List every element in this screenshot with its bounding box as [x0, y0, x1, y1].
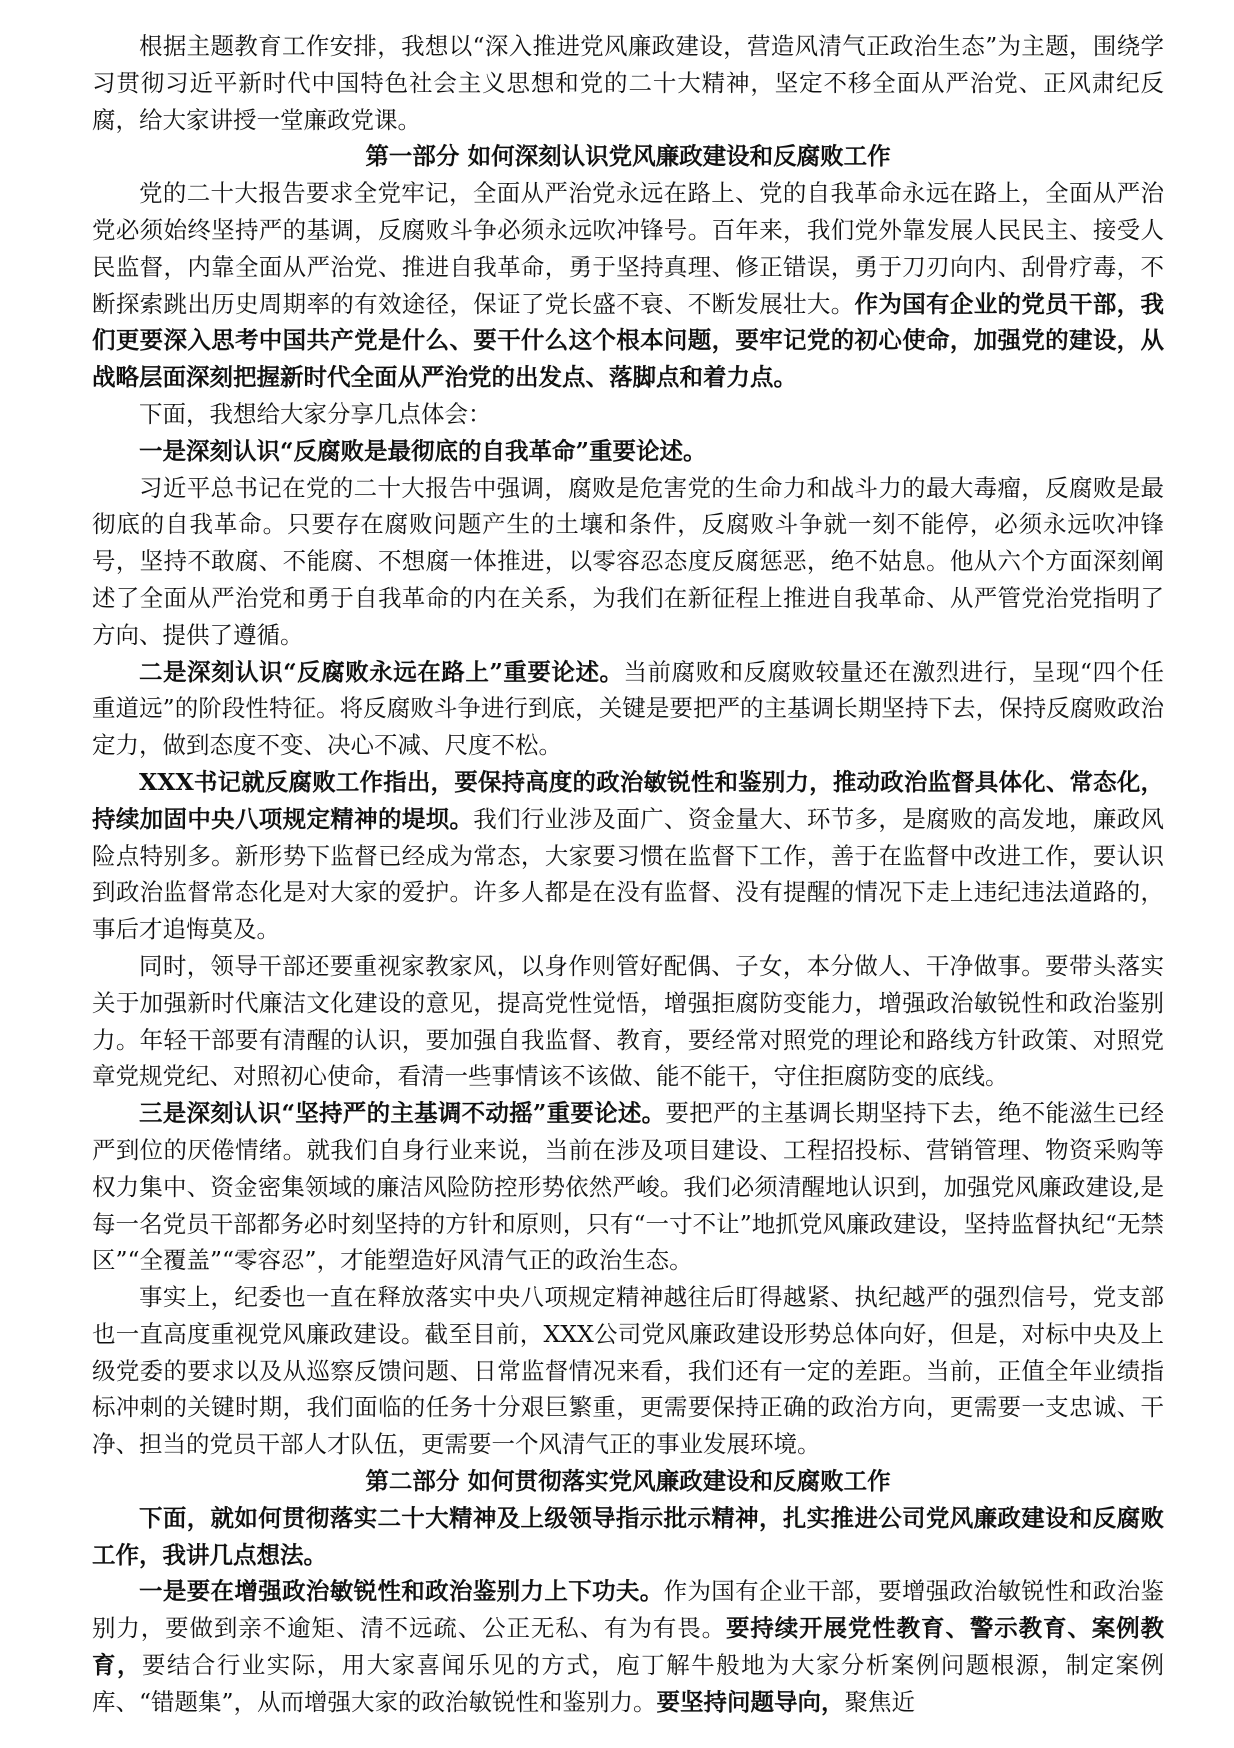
- part1-point3-body: 要把严的主基调长期坚持下去，绝不能滋生已经严到位的厌倦情绪。就我们自身行业来说，当前在涉及项目建设、工程招投标、营销管理、物资采购等权力集中、资金密集领域的廉洁风险防控形势依然严峻。我们必须清醒地认识到，加强党风廉政建设,是每一名党员干部都务必时刻坚持的方针和原则，只有“一寸不让”地抓党风廉政建设，坚持监督执纪“无禁区”“全覆盖”“零容忍”，才能塑造好风清气正的政治生态。: [92, 1099, 1165, 1275]
- part1-fact-paragraph: 事实上，纪委也一直在释放落实中央八项规定精神越往后盯得越紧、执纪越严的强烈信号，党支部也一直高度重视党风廉政建设。截至目前，XXX公司党风廉政建设形势总体向好，但是，对标中央及上级党委的要求以及从巡察反馈问题、日常监督情况来看，我们还有一定的差距。当前，正值全年业绩指标冲刺的关键时期，我们面临的任务十分艰巨繁重，更需要保持正确的政治方向，更需要一支忠诚、干净、担当的党员干部人才队伍，更需要一个风清气正的事业发展环境。: [92, 1283, 1164, 1459]
- part2-point1-text-a: 作为国有企业干部，要增强政治敏锐性和政治鉴别力，要做到亲不逾矩、清不远疏、公正无私、有为有畏。: [92, 1577, 1165, 1643]
- part2-point1-bold-d: 要坚持问题导向，: [656, 1687, 845, 1716]
- part1-heading: 第一部分 如何深刻认识党风廉政建设和反腐败工作: [365, 142, 891, 171]
- part1-xxx-text: 我们行业涉及面广、资金量大、环节多，是腐败的高发地，廉政风险点特别多。新形势下监督已经成为常态，大家要习惯在监督下工作，善于在监督中改进工作，要认识到政治监督常态化是对大家的爱护。许多人都是在没有监督、没有提醒的情况下走上违纪违法道路的，事后才追悔莫及。: [92, 804, 1165, 944]
- part1-family-paragraph: 同时，领导干部还要重视家教家风，以身作则管好配偶、子女，本分做人、干净做事。要带头落实关于加强新时代廉洁文化建设的意见，提高党性觉悟，增强拒腐防变能力，增强政治敏锐性和政治鉴别力。年轻干部要有清醒的认识，要加强自我监督、教育，要经常对照党的理论和路线方针政策、对照党章党规党纪、对照初心使命，看清一些事情该不该做、能不能干，守住拒腐防变的底线。: [92, 951, 1164, 1091]
- part2-lead-paragraph: 下面，就如何贯彻落实二十大精神及上级领导指示批示精神，扎实推进公司党风廉政建设和反腐败工作，我讲几点想法。: [92, 1503, 1164, 1569]
- part1-point1-body: 习近平总书记在党的二十大报告中强调，腐败是危害党的生命力和战斗力的最大毒瘤，反腐败是最彻底的自我革命。只要存在腐败问题产生的土壤和条件，反腐败斗争就一刻不能停，必须永远吹冲锋号，坚持不敢腐、不能腐、不想腐一体推进，以零容忍态度反腐惩恶，绝不姑息。他从六个方面深刻阐述了全面从严治党和勇于自我革命的内在关系，为我们在新征程上推进自我革命、从严管党治党指明了方向、提供了遵循。: [92, 473, 1164, 649]
- part2-point1-text-c: 要结合行业实际，用大家喜闻乐见的方式，庖丁解牛般地为大家分析案例问题根源，制定案例库、“错题集”，从而增强大家的政治敏锐性和鉴别力。: [92, 1651, 1165, 1716]
- part1-point2: [92, 654, 1164, 764]
- part2-point1-title: 一是要在增强政治敏锐性和政治鉴别力上下功夫。: [139, 1577, 664, 1606]
- part1-xxx-paragraph: [92, 764, 1164, 948]
- part1-xxx-bold: XXX书记就反腐败工作指出，要保持高度的政治敏锐性和鉴别力，推动政治监督具体化、常态化，持续加固中央八项规定精神的堤坝。: [92, 767, 1164, 833]
- part1-paragraph-1-bold: 作为国有企业的党员干部，我们更要深入思考中国共产党是什么、要干什么这个根本问题，要牢记党的初心使命，加强党的建设，从战略层面深刻把握新时代全面从严治党的出发点、落脚点和着力点。: [92, 289, 1165, 392]
- part2-point1-text-e: 聚焦近: [844, 1687, 916, 1716]
- part1-paragraph-1-text: 党的二十大报告要求全党牢记，全面从严治党永远在路上、党的自我革命永远在路上，全面从严治党必须始终坚持严的基调，反腐败斗争必须永远吹冲锋号。百年来，我们党外靠发展人民民主、接受人民监督，内靠全面从严治党、推进自我革命，勇于坚持真理、修正错误，勇于刀刃向内、刮骨疗毒，不断探索跳出历史周期率的有效途径，保证了党长盛不衰、不断发展壮大。: [92, 179, 1164, 318]
- part1-point2-title: 二是深刻认识“反腐败永远在路上”重要论述。: [139, 657, 624, 686]
- part2-point1: [92, 1573, 1164, 1720]
- intro-paragraph: 根据主题教育工作安排，我想以“深入推进党风廉政建设，营造风清气正政治生态”为主题，围绕学习贯彻习近平新时代中国特色社会主义思想和党的二十大精神，坚定不移全面从严治党、正风肃纪反腐，给大家讲授一堂廉政党课。: [92, 32, 1164, 134]
- part1-paragraph-1: [92, 175, 1164, 396]
- part1-paragraph-2: 下面，我想给大家分享几点体会：: [139, 399, 492, 428]
- part2-heading: 第二部分 如何贯彻落实党风廉政建设和反腐败工作: [365, 1467, 891, 1496]
- part1-point3-title: 三是深刻认识“坚持严的主基调不动摇”重要论述。: [139, 1099, 666, 1128]
- part2-point1-bold-b: 要持续开展党性教育、警示教育、案例教育，: [92, 1614, 1165, 1680]
- part1-point3: [92, 1095, 1164, 1279]
- part1-point1-title: 一是深刻认识“反腐败是最彻底的自我革命”重要论述。: [139, 436, 707, 465]
- part1-point2-body: 当前腐败和反腐败较量还在激烈进行，呈现“四个任重道远”的阶段性特征。将反腐败斗争进行到底，关键是要把严的主基调长期坚持下去，保持反腐败政治定力，做到态度不变、决心不减、尺度不松。: [92, 657, 1164, 760]
